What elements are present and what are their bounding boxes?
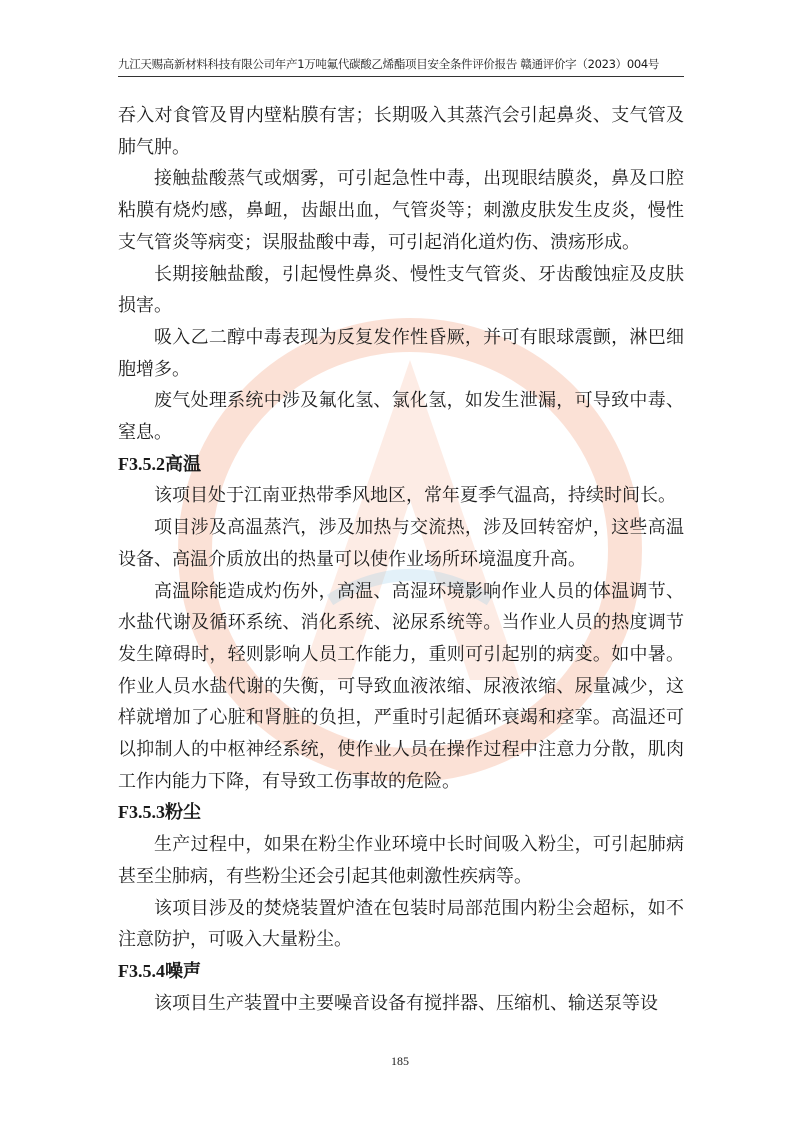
paragraph: 高温除能造成灼伤外，高温、高湿环境影响作业人员的体温调节、水盐代谢及循环系统、消化系统、泌尿系统等。当作业人员的热度调节发生障碍时，轻则影响人员工作能力，重则可引起别的病变。如中暑。作业人员水盐代谢的失衡，可导致血液浓缩、尿液浓缩、尿量减少，这样就增加了心脏和肾脏的负担，严重时引起循环衰竭和痉挛。高温还可以抑制人的中枢神经系统，使作业人员在操作过程中注意力分散，肌肉工作内能力下降，有导致工伤事故的危险。 <box>118 580 684 792</box>
paragraph: 该项目生产装置中主要噪音设备有搅拌器、压缩机、输送泵等设 <box>154 992 658 1014</box>
paragraph: 该项目处于江南亚热带季风地区，常年夏季气温高，持续时间长。 <box>154 485 676 507</box>
paragraph: 长期接触盐酸，引起慢性鼻炎、慢性支气管炎、牙齿酸蚀症及皮肤损害。 <box>118 263 684 317</box>
section-title: 高温 <box>165 453 201 475</box>
header-rule <box>118 76 684 77</box>
document-body <box>118 100 684 1019</box>
paragraph: 废气处理系统中涉及氟化氢、氯化氢，如发生泄漏，可导致中毒、窒息。 <box>118 390 684 444</box>
paragraph: 吞入对食管及胃内壁粘膜有害；长期吸入其蒸汽会引起鼻炎、支气管及肺气肿。 <box>118 105 684 158</box>
paragraph: 项目涉及高温蒸汽，涉及加热与交流热，涉及回转窑炉，这些高温设备、高温介质放出的热量可以使作业场所环境温度升高。 <box>118 517 684 570</box>
section-number: F3.5.4 <box>118 960 165 981</box>
section-heading <box>118 449 684 481</box>
section-title: 粉尘 <box>165 802 201 824</box>
section-number: F3.5.2 <box>118 453 165 474</box>
paragraph: 该项目涉及的焚烧装置炉渣在包装时局部范围内粉尘会超标，如不注意防护，可吸入大量粉尘。 <box>118 897 684 951</box>
section-number: F3.5.3 <box>118 802 165 823</box>
section-heading <box>118 797 684 829</box>
section-heading <box>118 956 684 988</box>
paragraph: 生产过程中，如果在粉尘作业环境中长时间吸入粉尘，可引起肺病甚至尘肺病，有些粉尘还会引起其他刺激性疾病等。 <box>118 834 684 887</box>
paragraph: 接触盐酸蒸气或烟雾，可引起急性中毒，出现眼结膜炎，鼻及口腔粘膜有烧灼感，鼻衄，齿龈出血，气管炎等；刺激皮肤发生皮炎，慢性支气管炎等病变；误服盐酸中毒，可引起消化道灼伤、溃疡形成。 <box>118 168 684 253</box>
page-header: 九江天赐高新材料科技有限公司年产1万吨氟代碳酸乙烯酯项目安全条件评价报告 赣通评价字（2023）004号 <box>118 57 660 71</box>
paragraph: 吸入乙二醇中毒表现为反复发作性昏厥，并可有眼球震颤，淋巴细胞增多。 <box>118 326 684 380</box>
section-title: 噪声 <box>165 960 201 982</box>
page-number: 185 <box>391 1054 409 1068</box>
